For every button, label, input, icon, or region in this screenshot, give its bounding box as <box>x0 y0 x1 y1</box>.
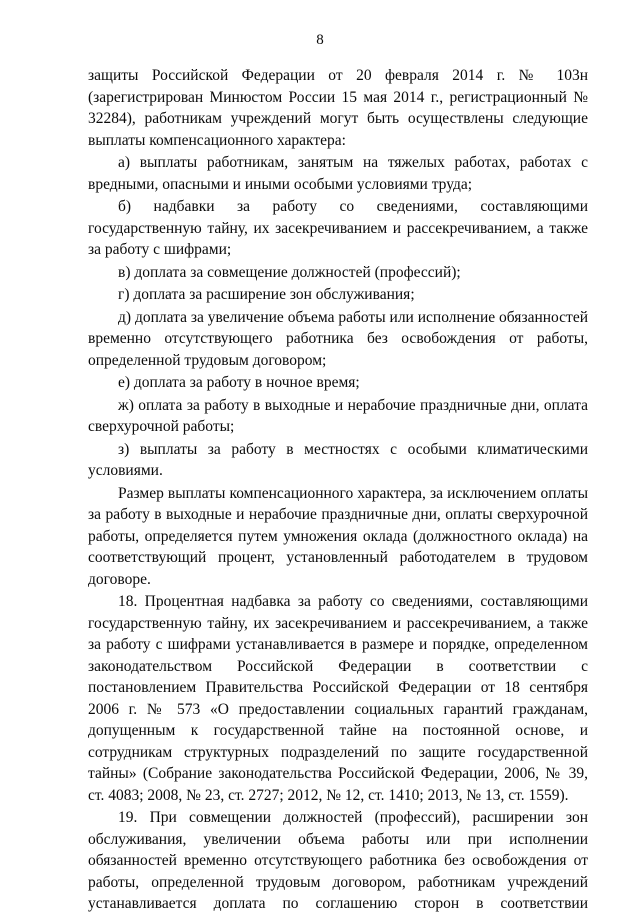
paragraph-continuation: защиты Российской Федерации от 20 февраля 2014 г. № 103н (зарегистрирован Минюстом России 15 мая 2014 г., регистрационный № 32284), работникам учреждений могут быть осуществлены следующие выплаты компенсационного характера: <box>88 67 588 149</box>
list-item-v: в) доплата за совмещение должностей (профессий); <box>118 263 461 281</box>
document-body <box>88 65 588 915</box>
list-item-a: а) выплаты работникам, занятым на тяжелых работах, работах с вредными, опасными и иными особыми условиями труда; <box>88 154 588 193</box>
list-item-zh: ж) оплата за работу в выходные и нерабочие праздничные дни, оплата сверхурочной работы; <box>88 396 588 435</box>
list-item-z: з) выплаты за работу в местностях с особыми климатическими условиями. <box>88 440 588 479</box>
list-item-g: г) доплата за расширение зон обслуживания; <box>118 286 415 303</box>
page-number: 8 <box>316 32 324 48</box>
list-item-b: б) надбавки за работу со сведениями, составляющими государственную тайну, их засекречиванием и рассекречиванием, а также за работу с шифрами; <box>88 198 588 258</box>
list-item-e: е) доплата за работу в ночное время; <box>118 374 360 391</box>
paragraph-18: 18. Процентная надбавка за работу со сведениями, составляющими государственную тайну, их засекречиванием и рассекречиванием, а также за работу с шифрами устанавливается в размере и порядке, определенном законодательством Российской Федерации в соответствии с постановлением Правительства Российской Федерации от 18 сентября 2006 г. № 573 «О предоставлении социальных гарантий гражданам, допущенным к государственной тайне на постоянной основе, и сотрудникам структурных подразделений по защите государственной тайны» (Собрание законодательства Российской Федерации, 2006, № 39, ст. 4083; 2008, № 23, ст. 2727; 2012, № 12, ст. 1410; 2013, № 13, ст. 1559). <box>88 593 588 804</box>
paragraph-payment-size: Размер выплаты компенсационного характера, за исключением оплаты за работу в выходные и нерабочие праздничные дни, оплаты сверхурочной работы, определяется путем умножения оклада (должностного оклада) на соответствующий процент, установленный работодателем в трудовом договоре. <box>88 484 588 588</box>
paragraph-19: 19. При совмещении должностей (профессий), расширении зон обслуживания, увеличении объема работы или при исполнении обязанностей временно отсутствующего работника без освобождения от работы, определенной трудовым договором, работникам учреждений устанавливается доплата по соглашению сторон в соответствии <box>88 809 588 912</box>
list-item-d: д) доплата за увеличение объема работы или исполнение обязанностей временно отсутствующего работника без освобождения от работы, определенной трудовым договором; <box>88 308 588 369</box>
